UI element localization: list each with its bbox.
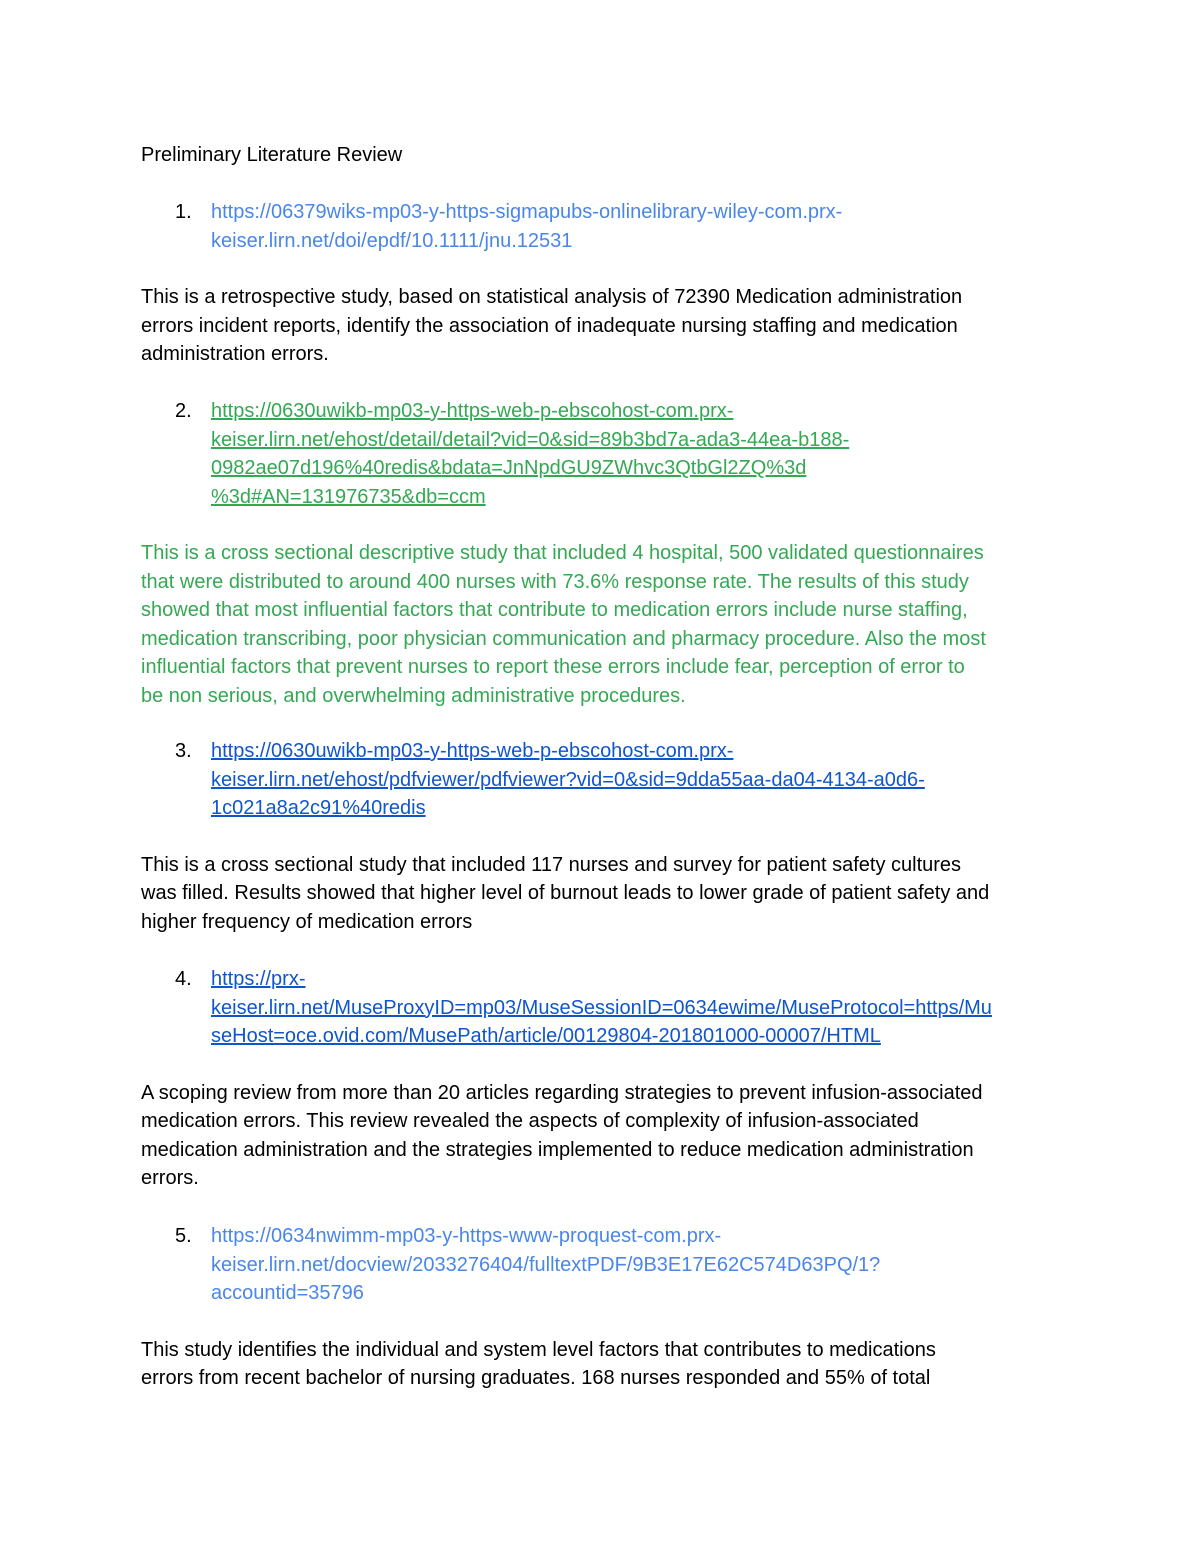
summary-line: This is a cross sectional study that included 117 nurses and survey for patient safety cultures bbox=[141, 853, 962, 876]
reference-summary bbox=[141, 283, 1061, 369]
summary-line: This is a cross sectional descriptive study that included 4 hospital, 500 validated questionnaires bbox=[141, 542, 984, 564]
reference-link-line[interactable]: https://0630uwikb-mp03-y-https-web-p-ebscohost-com.prx- bbox=[211, 400, 734, 422]
reference-item bbox=[141, 198, 1061, 255]
list-number: 5. bbox=[175, 1225, 192, 1247]
summary-line: influential factors that prevent nurses to report these errors include fear, perception of error to bbox=[141, 656, 965, 678]
summary-line: errors. bbox=[141, 1167, 199, 1189]
summary-line: errors incident reports, identify the association of inadequate nursing staffing and medication bbox=[141, 314, 958, 337]
reference-entry-4 bbox=[141, 965, 1061, 1193]
summary-line: A scoping review from more than 20 articles regarding strategies to prevent infusion-associated bbox=[141, 1081, 983, 1104]
reference-entry-1 bbox=[141, 198, 1061, 369]
summary-line: be non serious, and overwhelming administrative procedures. bbox=[141, 684, 686, 707]
reference-link-line[interactable]: accountid=35796 bbox=[211, 1282, 364, 1304]
reference-entry-3 bbox=[141, 737, 1061, 936]
reference-link-line[interactable]: keiser.lirn.net/ehost/detail/detail?vid=0&sid=89b3bd7a-ada3-44ea-b188- bbox=[211, 428, 850, 451]
summary-line: errors from recent bachelor of nursing graduates. 168 nurses responded and 55% of total bbox=[141, 1367, 931, 1389]
reference-item bbox=[141, 397, 1061, 511]
list-number: 4. bbox=[175, 968, 192, 990]
summary-line: showed that most influential factors that contribute to medication errors include nurse staffing, bbox=[141, 599, 968, 621]
reference-summary bbox=[141, 1336, 1061, 1393]
summary-line: was filled. Results showed that higher level of burnout leads to lower grade of patient safety and bbox=[141, 882, 990, 904]
list-number: 3. bbox=[175, 740, 192, 762]
reference-link-line[interactable]: keiser.lirn.net/docview/2033276404/fulltextPDF/9B3E17E62C574D63PQ/1? bbox=[211, 1253, 881, 1276]
reference-link-line[interactable]: keiser.lirn.net/doi/epdf/10.1111/jnu.12531 bbox=[211, 229, 573, 252]
reference-link-line[interactable]: 1c021a8a2c91%40redis bbox=[211, 797, 426, 819]
document-title: Preliminary Literature Review bbox=[141, 144, 403, 166]
reference-summary bbox=[141, 539, 1061, 710]
reference-entry-2 bbox=[141, 397, 1061, 710]
reference-link-line[interactable]: 0982ae07d196%40redis&bdata=JnNpdGU9ZWhvc3QtbGl2ZQ%3d bbox=[211, 457, 807, 479]
reference-item bbox=[141, 1222, 1061, 1308]
summary-line: administration errors. bbox=[141, 343, 329, 365]
summary-line: This is a retrospective study, based on statistical analysis of 72390 Medication administration bbox=[141, 286, 963, 308]
list-number: 2. bbox=[175, 400, 192, 422]
summary-line: medication administration and the strategies implemented to reduce medication administration bbox=[141, 1138, 974, 1161]
reference-link-line[interactable]: https://prx- bbox=[211, 968, 306, 990]
reference-link-line[interactable]: https://06379wiks-mp03-y-https-sigmapubs-onlinelibrary-wiley-com.prx- bbox=[211, 201, 843, 223]
summary-line: that were distributed to around 400 nurses with 73.6% response rate. The results of this study bbox=[141, 570, 969, 593]
reference-summary bbox=[141, 1079, 1061, 1193]
reference-item bbox=[141, 737, 1061, 823]
reference-link-line[interactable]: keiser.lirn.net/ehost/pdfviewer/pdfviewer?vid=0&sid=9dda55aa-da04-4134-a0d6- bbox=[211, 768, 925, 791]
reference-link-line[interactable]: https://0634nwimm-mp03-y-https-www-proquest-com.prx- bbox=[211, 1225, 722, 1247]
reference-entry-5 bbox=[141, 1222, 1061, 1393]
summary-line: medication errors. This review revealed the aspects of complexity of infusion-associated bbox=[141, 1110, 919, 1132]
reference-link-line[interactable]: keiser.lirn.net/MuseProxyID=mp03/MuseSessionID=0634ewime/MuseProtocol=https/Mu bbox=[211, 996, 992, 1019]
reference-item bbox=[141, 965, 1061, 1051]
reference-link-line[interactable]: https://0630uwikb-mp03-y-https-web-p-ebscohost-com.prx- bbox=[211, 740, 734, 762]
reference-link-line[interactable]: seHost=oce.ovid.com/MusePath/article/00129804-201801000-00007/HTML bbox=[211, 1025, 881, 1047]
summary-line: This study identifies the individual and system level factors that contributes to medications bbox=[141, 1338, 936, 1361]
list-number: 1. bbox=[175, 201, 192, 223]
summary-line: higher frequency of medication errors bbox=[141, 910, 473, 933]
reference-summary bbox=[141, 851, 1061, 937]
summary-line: medication transcribing, poor physician communication and pharmacy procedure. Also the most bbox=[141, 627, 986, 650]
reference-link-line[interactable]: %3d#AN=131976735&db=ccm bbox=[211, 485, 486, 508]
